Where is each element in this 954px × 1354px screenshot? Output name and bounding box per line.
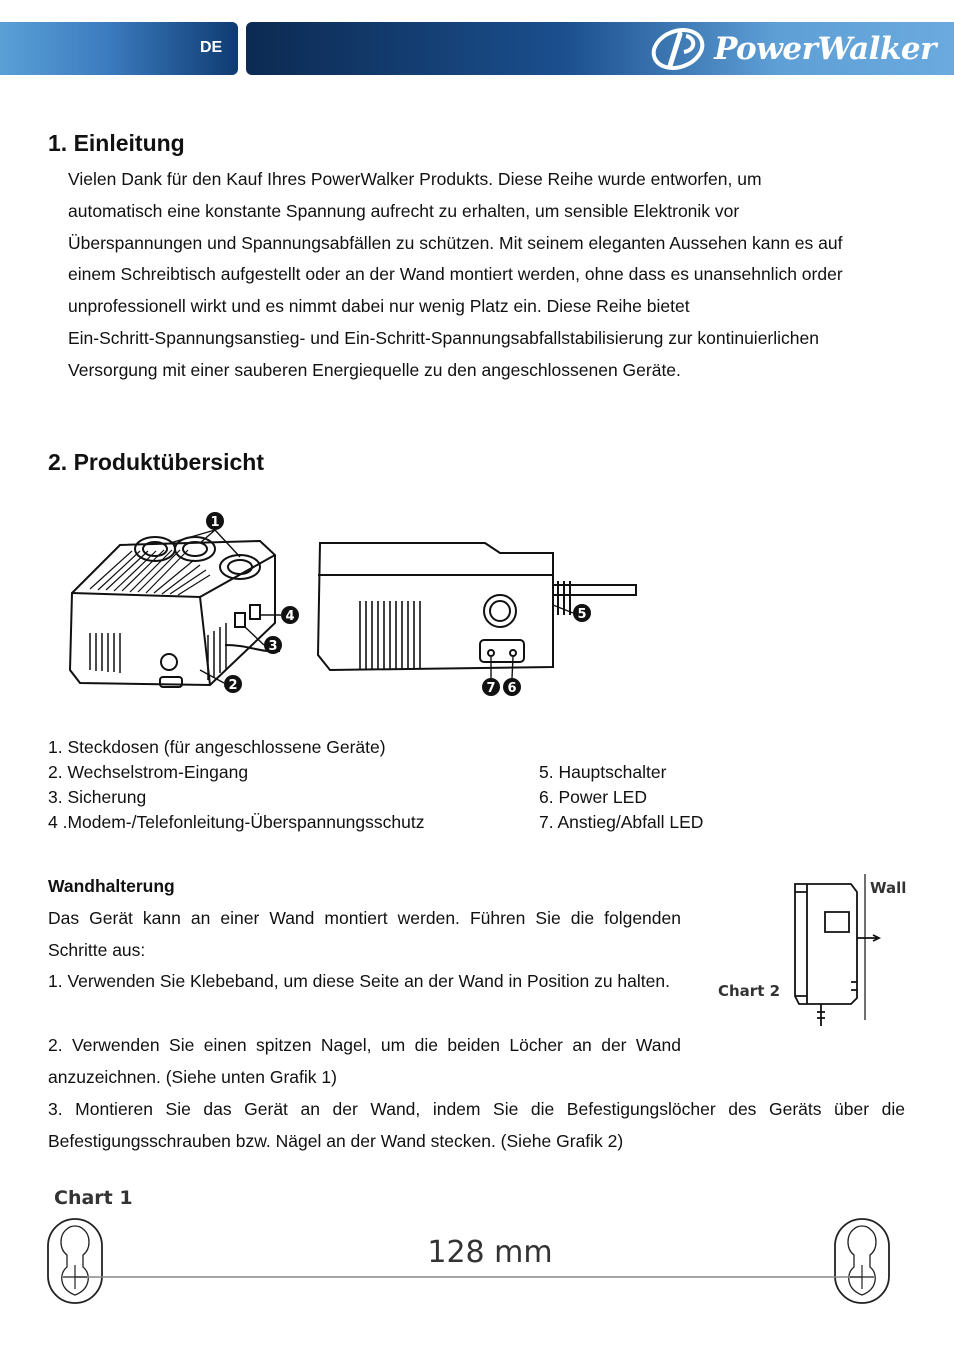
wall-mount-side-figure — [785, 872, 885, 1032]
intro-line: Überspannungen und Spannungsabfällen zu schützen. Mit seinem eleganten Aussehen kann es auf — [68, 232, 843, 253]
chart-1-label: Chart 1 — [54, 1187, 133, 1209]
parts-list-right — [539, 760, 703, 835]
parts-list-left — [48, 735, 424, 835]
callout-7: 7 — [486, 681, 496, 696]
chart-2-label: Chart 2 — [718, 982, 781, 1000]
wall-mount-heading: Wandhalterung — [48, 876, 175, 896]
part-item: 3. Sicherung — [48, 787, 147, 807]
wall-mount-step-2: 2. Verwenden Sie einen spitzen Nagel, um die beiden Löcher an der Wand anzuzeichnen. (Siehe unten Grafik 1) — [48, 1035, 681, 1087]
callout-4: 4 — [285, 609, 295, 624]
part-item: 5. Hauptschalter — [539, 762, 667, 782]
part-item: 7. Anstieg/Abfall LED — [539, 812, 704, 832]
callout-6: 6 — [507, 681, 517, 696]
intro-line: Ein-Schritt-Spannungsanstieg- und Ein-Schritt-Spannungsabfallstabilisierung zur kontinuierlichen — [68, 327, 819, 348]
brand-logo — [650, 28, 936, 70]
product-illustration — [60, 505, 650, 705]
section-title-introduction: 1. Einleitung — [48, 130, 185, 156]
brand-name: PowerWalker — [714, 31, 936, 67]
callout-1: 1 — [210, 515, 220, 530]
part-item: 6. Power LED — [539, 787, 647, 807]
intro-line: automatisch eine konstante Spannung aufrecht zu erhalten, um sensible Elektronik vor — [68, 200, 740, 221]
part-item: 4 .Modem-/Telefonleitung-Überspannungsschutz — [48, 812, 425, 832]
intro-line: Versorgung mit einer sauberen Energiequelle zu den angeschlossenen Geräte. — [68, 359, 681, 380]
callout-3: 3 — [268, 639, 278, 654]
part-item: 1. Steckdosen (für angeschlossene Geräte) — [48, 737, 386, 757]
header-brand-bar — [246, 22, 954, 75]
callout-5: 5 — [577, 607, 587, 622]
distance-label: 128 mm — [427, 1235, 553, 1270]
wall-label: Wall — [870, 879, 907, 897]
language-code: DE — [200, 39, 223, 56]
mounting-holes-diagram — [45, 1215, 895, 1307]
section-title-product-overview: 2. Produktübersicht — [48, 449, 264, 475]
introduction-paragraph — [68, 164, 918, 387]
intro-line: Vielen Dank für den Kauf Ihres PowerWalker Produkts. Diese Reihe wurde entworfen, um — [68, 169, 762, 189]
wall-mount-step-1: 1. Verwenden Sie Klebeband, um diese Seite an der Wand in Position zu halten. — [48, 971, 670, 991]
wall-mount-intro: Das Gerät kann an einer Wand montiert werden. Führen Sie die folgenden Schritte aus: — [48, 908, 681, 960]
powerwalker-logo-icon — [650, 28, 708, 70]
intro-line: einem Schreibtisch aufgestellt oder an der Wand montiert werden, ohne dass es unansehnlich order — [68, 264, 843, 285]
header-language-bar — [0, 22, 238, 75]
callout-2: 2 — [228, 678, 238, 693]
part-item: 2. Wechselstrom-Eingang — [48, 762, 249, 782]
device-body-side — [318, 543, 553, 670]
intro-line: unprofessionell wirkt und es nimmt dabei nur wenig Platz ein. Diese Reihe bietet — [68, 296, 690, 317]
wall-mount-step-3: 3. Montieren Sie das Gerät an der Wand, indem Sie die Befestigungslöcher des Geräts über die Befestigungsschrauben bzw. Nägel an der Wand stecken. (Siehe Grafik 2) — [48, 1099, 905, 1151]
